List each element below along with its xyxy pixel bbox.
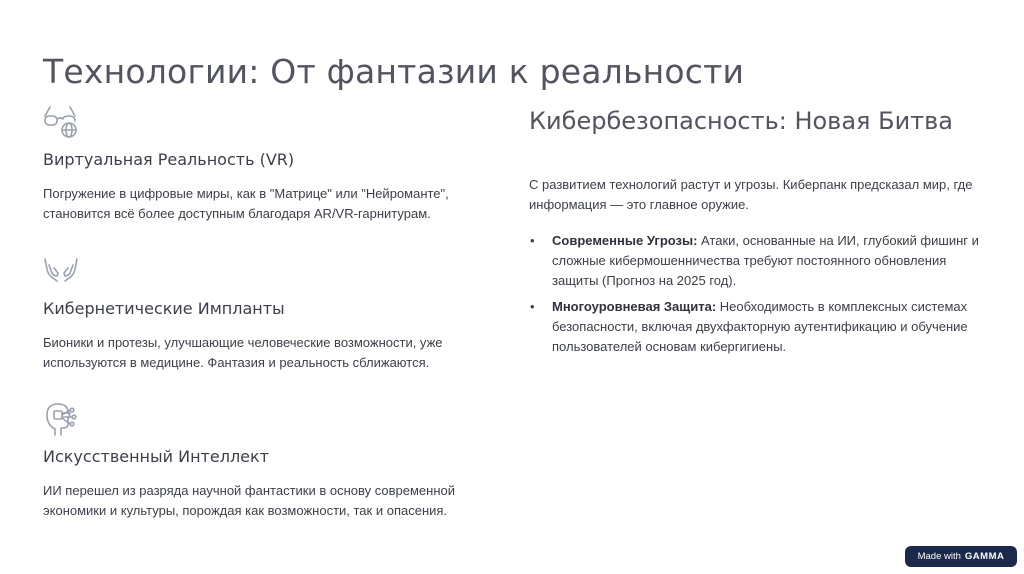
feature-title: Виртуальная Реальность (VR) — [43, 150, 295, 169]
badge-prefix: Made with — [917, 551, 961, 562]
section-intro: С развитием технологий растут и угрозы. Киберпанк предсказал мир, где информация — это главное оружие. — [529, 177, 973, 212]
bullet-heading: Современные Угрозы: — [552, 233, 698, 248]
bullet-list — [529, 231, 989, 357]
feature-title: Кибернетические Импланты — [43, 299, 285, 318]
feature-title: Искусственный Интеллект — [43, 447, 269, 466]
page-title: Технологии: От фантазии к реальности — [43, 52, 745, 92]
ai-head-icon — [43, 401, 79, 437]
vr-glasses-icon — [43, 104, 79, 140]
feature-vr — [43, 104, 483, 224]
feature-description: Погружение в цифровые миры, как в "Матрице" или "Нейроманте", становится всё более доступным благодаря AR/VR-гарнитурам. — [43, 186, 449, 221]
made-with-gamma-badge[interactable] — [905, 546, 1017, 567]
cybersecurity-section — [529, 107, 989, 363]
bullet-item — [529, 297, 989, 357]
bullet-heading: Многоуровневая Защита: — [552, 299, 717, 314]
bullet-text: Необходимость в комплексных системах безопасности, включая двухфакторную аутентификацию и обучение пользователей основам кибергигиены. — [552, 299, 968, 354]
open-hands-icon — [43, 253, 79, 289]
gamma-logo: GAMMA — [964, 551, 1005, 562]
feature-implants — [43, 253, 483, 373]
bullet-text: Атаки, основанные на ИИ, глубокий фишинг и сложные кибермошенничества требуют постоянного обновления защиты (Прогноз на 2025 год). — [552, 233, 979, 288]
feature-ai — [43, 401, 483, 521]
feature-description: ИИ перешел из разряда научной фантастики в основу современной экономики и культуры, порождая как возможности, так и опасения. — [43, 483, 456, 518]
section-title: Кибербезопасность: Новая Битва — [529, 107, 953, 135]
feature-description: Бионики и протезы, улучшающие человеческие возможности, уже используются в медицине. Фантазия и реальность сближаются. — [43, 335, 443, 370]
bullet-item — [529, 231, 989, 291]
